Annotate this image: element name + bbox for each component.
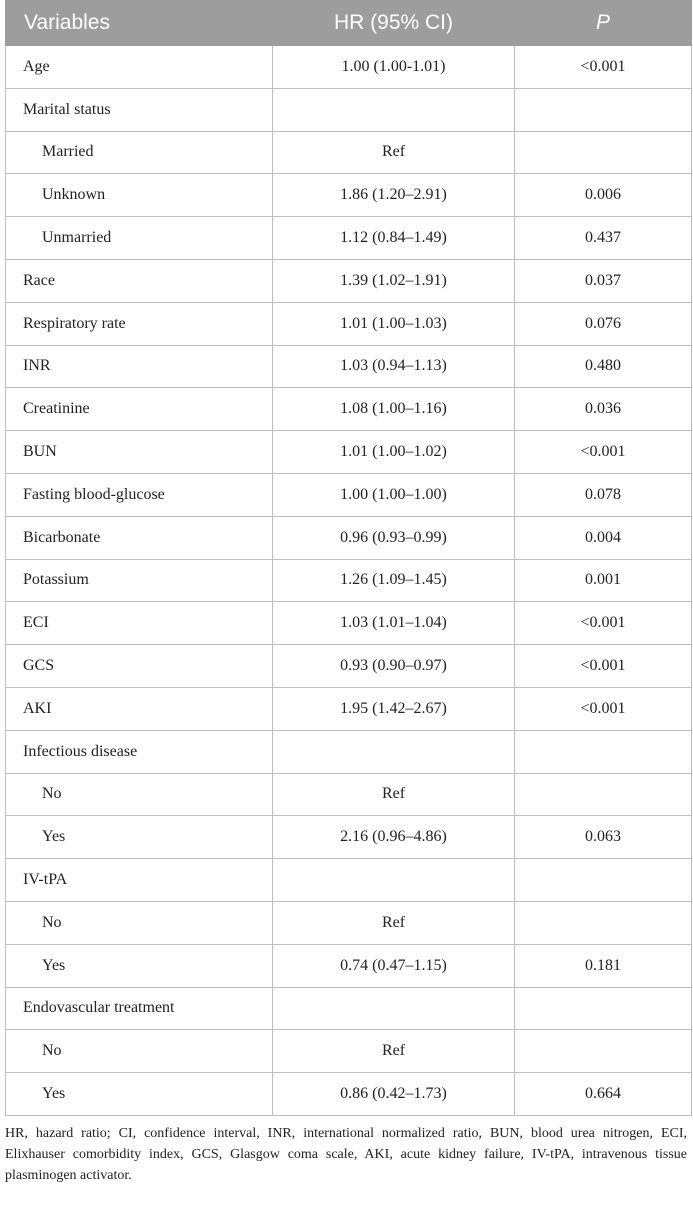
cell-variable: INR — [6, 345, 273, 388]
table-row — [6, 773, 692, 816]
cell-hr — [273, 859, 515, 902]
table-footnote: HR, hazard ratio; CI, confidence interval, INR, international normalized ratio, BUN, blood urea nitrogen, ECI, Elixhauser comorbidity index, GCS, Glasgow coma scale, AKI, acute kidney failure, IV-tPA, intravenous tissue plasminogen activator. — [5, 1125, 687, 1183]
cell-hr: 1.86 (1.20–2.91) — [273, 174, 515, 217]
table-row — [6, 859, 692, 902]
cell-p: 0.006 — [515, 174, 692, 217]
table-row — [6, 88, 692, 131]
table-row — [6, 816, 692, 859]
table-header — [6, 1, 692, 46]
cell-variable: Yes — [6, 1073, 273, 1116]
cell-variable: Infectious disease — [6, 730, 273, 773]
table-row — [6, 431, 692, 474]
cell-p — [515, 859, 692, 902]
cell-variable: Married — [6, 131, 273, 174]
cell-hr — [273, 730, 515, 773]
cell-variable: Marital status — [6, 88, 273, 131]
cell-variable: BUN — [6, 431, 273, 474]
cell-hr: 0.93 (0.90–0.97) — [273, 645, 515, 688]
cell-hr: 1.01 (1.00–1.03) — [273, 302, 515, 345]
cell-p: 0.001 — [515, 559, 692, 602]
cell-p — [515, 730, 692, 773]
cell-hr: 1.03 (0.94–1.13) — [273, 345, 515, 388]
cell-hr: 2.16 (0.96–4.86) — [273, 816, 515, 859]
cell-variable: Yes — [6, 816, 273, 859]
cell-hr: 1.00 (1.00-1.01) — [273, 46, 515, 89]
cell-hr: 0.96 (0.93–0.99) — [273, 516, 515, 559]
cell-hr: 0.74 (0.47–1.15) — [273, 944, 515, 987]
table-body — [6, 46, 692, 1116]
table-row — [6, 473, 692, 516]
cell-hr — [273, 987, 515, 1030]
cell-variable: Age — [6, 46, 273, 89]
table-row — [6, 602, 692, 645]
cell-p: 0.037 — [515, 259, 692, 302]
cell-hr: 1.08 (1.00–1.16) — [273, 388, 515, 431]
cell-p — [515, 131, 692, 174]
cell-variable: No — [6, 901, 273, 944]
cell-p: 0.664 — [515, 1073, 692, 1116]
header-p: P — [515, 1, 692, 46]
cell-variable: ECI — [6, 602, 273, 645]
cell-p: 0.004 — [515, 516, 692, 559]
cell-p: <0.001 — [515, 687, 692, 730]
header-hr: HR (95% CI) — [273, 1, 515, 46]
cell-p — [515, 773, 692, 816]
header-row — [6, 1, 692, 46]
cell-p — [515, 88, 692, 131]
table-row — [6, 901, 692, 944]
cell-p: <0.001 — [515, 602, 692, 645]
table-row — [6, 987, 692, 1030]
cell-hr: 0.86 (0.42–1.73) — [273, 1073, 515, 1116]
table-row — [6, 645, 692, 688]
cell-p: 0.076 — [515, 302, 692, 345]
cell-hr: Ref — [273, 773, 515, 816]
cell-variable: Unmarried — [6, 217, 273, 260]
table-row — [6, 730, 692, 773]
cell-p: 0.036 — [515, 388, 692, 431]
table-row — [6, 516, 692, 559]
cell-p: 0.181 — [515, 944, 692, 987]
cell-variable: Potassium — [6, 559, 273, 602]
cell-hr: 1.00 (1.00–1.00) — [273, 473, 515, 516]
cell-hr: Ref — [273, 901, 515, 944]
cell-variable: No — [6, 1030, 273, 1073]
cell-hr — [273, 88, 515, 131]
cell-variable: Creatinine — [6, 388, 273, 431]
cell-variable: Bicarbonate — [6, 516, 273, 559]
table-row — [6, 944, 692, 987]
cell-hr: 1.95 (1.42–2.67) — [273, 687, 515, 730]
table-row — [6, 1030, 692, 1073]
table-row — [6, 559, 692, 602]
cell-p — [515, 901, 692, 944]
cell-variable: GCS — [6, 645, 273, 688]
cell-hr: 1.03 (1.01–1.04) — [273, 602, 515, 645]
cell-hr: Ref — [273, 1030, 515, 1073]
cell-p: <0.001 — [515, 431, 692, 474]
table-row — [6, 46, 692, 89]
cell-variable: AKI — [6, 687, 273, 730]
table-row — [6, 259, 692, 302]
cell-hr: Ref — [273, 131, 515, 174]
cell-p: 0.480 — [515, 345, 692, 388]
cell-variable: Race — [6, 259, 273, 302]
cell-variable: Yes — [6, 944, 273, 987]
cell-p: <0.001 — [515, 46, 692, 89]
table-row — [6, 174, 692, 217]
table-row — [6, 1073, 692, 1116]
cell-hr: 1.26 (1.09–1.45) — [273, 559, 515, 602]
hazard-ratio-table — [5, 0, 692, 1116]
cell-variable: Endovascular treatment — [6, 987, 273, 1030]
cell-variable: Respiratory rate — [6, 302, 273, 345]
cell-p: 0.437 — [515, 217, 692, 260]
cell-variable: IV-tPA — [6, 859, 273, 902]
table-row — [6, 388, 692, 431]
cell-variable: No — [6, 773, 273, 816]
table-row — [6, 302, 692, 345]
cell-variable: Unknown — [6, 174, 273, 217]
cell-hr: 1.39 (1.02–1.91) — [273, 259, 515, 302]
table-row — [6, 131, 692, 174]
cell-variable: Fasting blood-glucose — [6, 473, 273, 516]
table-row — [6, 217, 692, 260]
table-container — [5, 0, 691, 1186]
cell-p: 0.078 — [515, 473, 692, 516]
cell-hr: 1.12 (0.84–1.49) — [273, 217, 515, 260]
cell-p: 0.063 — [515, 816, 692, 859]
cell-hr: 1.01 (1.00–1.02) — [273, 431, 515, 474]
cell-p — [515, 1030, 692, 1073]
header-variables: Variables — [6, 1, 273, 46]
cell-p: <0.001 — [515, 645, 692, 688]
cell-p — [515, 987, 692, 1030]
table-row — [6, 345, 692, 388]
table-row — [6, 687, 692, 730]
